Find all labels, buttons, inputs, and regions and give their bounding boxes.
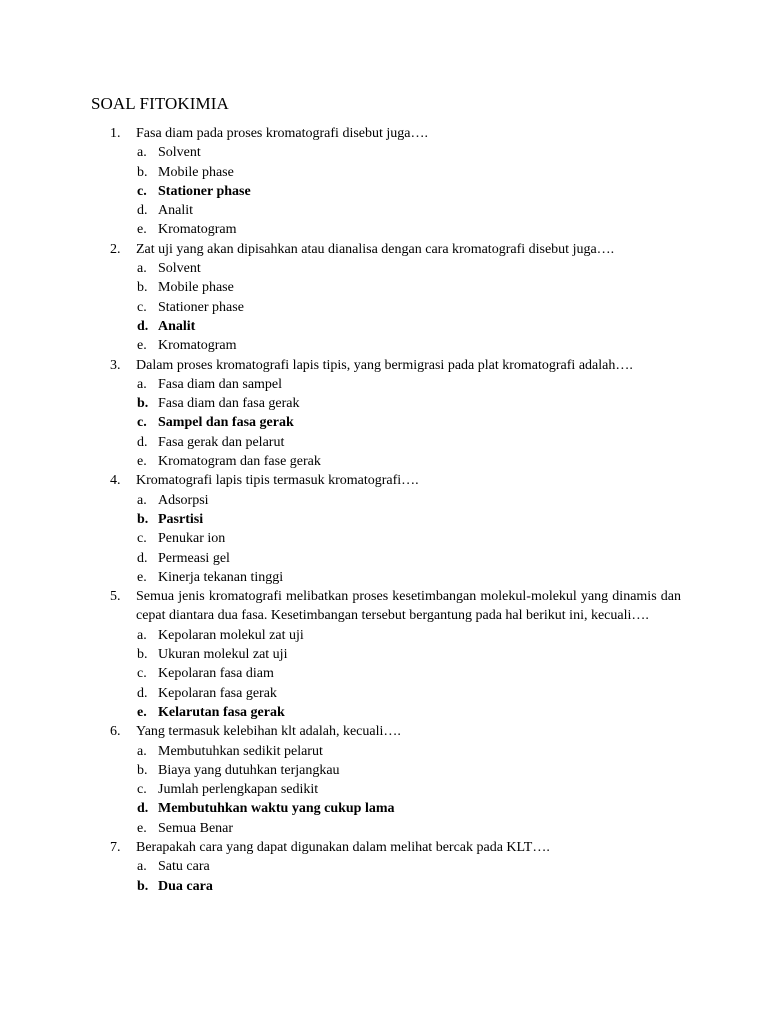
answer-option	[0, 857, 768, 876]
option-letter: e.	[137, 704, 147, 720]
option-text: Pasrtisi	[158, 511, 204, 527]
question-text: Fasa diam pada proses kromatografi disebut juga….	[136, 126, 428, 141]
option-letter: a.	[137, 376, 147, 392]
option-letter: c.	[137, 299, 147, 315]
option-letter: d.	[137, 203, 148, 219]
option-letter: c.	[137, 183, 147, 199]
option-list	[0, 857, 768, 896]
option-letter: c.	[137, 666, 147, 682]
option-text: Mobile phase	[158, 164, 234, 180]
answer-option	[0, 529, 768, 548]
question-item	[0, 356, 768, 472]
option-text: Solvent	[158, 261, 201, 277]
page-title: SOAL FITOKIMIA	[91, 94, 229, 113]
option-letter: d.	[137, 685, 148, 701]
question-number: 6.	[110, 724, 121, 740]
answer-option	[0, 761, 768, 780]
option-text: Mobile phase	[158, 280, 234, 296]
option-letter: b.	[137, 396, 149, 412]
option-text: Fasa diam dan fasa gerak	[158, 396, 300, 412]
question-item	[0, 587, 768, 722]
option-letter: e.	[137, 454, 147, 470]
answer-option-correct	[0, 510, 768, 529]
question-item	[0, 838, 768, 896]
option-text: Membutuhkan waktu yang cukup lama	[158, 801, 395, 817]
answer-option-correct	[0, 799, 768, 818]
option-letter: c.	[137, 415, 147, 431]
question-text: Kromatografi lapis tipis termasuk kromatografi….	[136, 473, 419, 489]
option-list	[0, 491, 768, 587]
answer-option	[0, 143, 768, 162]
option-text: Semua Benar	[158, 820, 234, 836]
option-letter: a.	[137, 859, 147, 875]
question-text: Berapakah cara yang dapat digunakan dalam melihat bercak pada KLT….	[136, 839, 550, 855]
answer-option	[0, 491, 768, 510]
option-letter: c.	[137, 782, 147, 798]
option-letter: b.	[137, 647, 148, 663]
option-text: Fasa diam dan sampel	[158, 376, 283, 392]
question-item	[0, 722, 768, 838]
option-letter: a.	[137, 492, 147, 508]
option-text: Kromatogram dan fase gerak	[158, 454, 321, 470]
question-item	[0, 124, 768, 240]
answer-option-correct	[0, 413, 768, 432]
option-text: Permeasi gel	[158, 550, 230, 566]
option-text: Membutuhkan sedikit pelarut	[158, 743, 323, 759]
answer-option	[0, 259, 768, 278]
answer-option	[0, 742, 768, 761]
option-text: Dua cara	[158, 878, 213, 894]
question-text: Zat uji yang akan dipisahkan atau dianalisa dengan cara kromatografi disebut juga….	[136, 241, 615, 257]
option-text: Sampel dan fasa gerak	[158, 415, 294, 431]
answer-option-correct	[0, 703, 768, 722]
option-text: Jumlah perlengkapan sedikit	[158, 782, 319, 798]
question-number: 3.	[110, 357, 121, 373]
answer-option	[0, 375, 768, 394]
option-text: Satu cara	[158, 859, 210, 875]
option-letter: b.	[137, 280, 148, 296]
option-letter: a.	[137, 627, 147, 643]
option-letter: d.	[137, 801, 149, 817]
option-letter: d.	[137, 434, 148, 450]
option-letter: a.	[137, 261, 147, 277]
question-text: Yang termasuk kelebihan klt adalah, kecuali….	[136, 724, 401, 740]
option-letter: e.	[137, 569, 147, 585]
answer-option	[0, 163, 768, 182]
answer-option	[0, 626, 768, 645]
option-letter: d.	[137, 318, 149, 334]
answer-option	[0, 452, 768, 471]
option-text: Stationer phase	[158, 299, 244, 315]
option-text: Solvent	[158, 145, 201, 161]
question-number: 7.	[110, 839, 121, 855]
answer-option	[0, 394, 768, 413]
option-text: Penukar ion	[158, 531, 226, 547]
option-letter: b.	[137, 878, 149, 894]
option-text: Stationer phase	[158, 183, 251, 199]
question-number: 2.	[110, 241, 121, 257]
answer-option	[0, 549, 768, 568]
answer-option	[0, 819, 768, 838]
option-letter: d.	[137, 550, 148, 566]
option-text: Biaya yang dutuhkan terjangkau	[158, 762, 340, 778]
question-item	[0, 471, 768, 587]
answer-option	[0, 568, 768, 587]
answer-option	[0, 336, 768, 355]
answer-option-correct	[0, 877, 768, 896]
option-text: Ukuran molekul zat uji	[158, 647, 288, 663]
option-text: Kepolaran fasa diam	[158, 666, 274, 682]
answer-option	[0, 684, 768, 703]
answer-option-correct	[0, 317, 768, 336]
question-number: 1.	[110, 126, 121, 141]
answer-option	[0, 664, 768, 683]
answer-option	[0, 433, 768, 452]
option-text: Analit	[158, 318, 196, 334]
option-letter: e.	[137, 338, 147, 354]
option-list	[0, 143, 768, 239]
answer-option-correct	[0, 182, 768, 201]
answer-option	[0, 220, 768, 239]
answer-option	[0, 645, 768, 664]
question-list	[0, 124, 768, 896]
question-item	[0, 240, 768, 356]
question-text: Semua jenis kromatografi melibatkan proses kesetimbangan molekul-molekul yang dinamis dan cepat diantara dua fasa. Kesetimbangan tersebut bergantung pada hal berikut ini, kecuali….	[136, 589, 681, 624]
option-letter: a.	[137, 145, 147, 161]
option-text: Kromatogram	[158, 222, 237, 238]
option-letter: c.	[137, 531, 147, 547]
answer-option	[0, 201, 768, 220]
option-text: Fasa gerak dan pelarut	[158, 434, 285, 450]
option-text: Analit	[158, 203, 193, 219]
option-list	[0, 742, 768, 838]
answer-option	[0, 298, 768, 317]
option-letter: a.	[137, 743, 147, 759]
option-list	[0, 259, 768, 355]
option-text: Kelarutan fasa gerak	[158, 704, 285, 720]
option-letter: e.	[137, 820, 147, 836]
question-text: Dalam proses kromatografi lapis tipis, yang bermigrasi pada plat kromatografi adalah….	[136, 357, 633, 373]
option-letter: e.	[137, 222, 147, 238]
option-text: Kepolaran fasa gerak	[158, 685, 277, 701]
question-number: 4.	[110, 473, 121, 489]
answer-option	[0, 278, 768, 297]
option-letter: b.	[137, 164, 148, 180]
option-text: Kepolaran molekul zat uji	[158, 627, 304, 643]
option-list	[0, 626, 768, 722]
option-text: Adsorpsi	[158, 492, 209, 508]
option-text: Kinerja tekanan tinggi	[158, 569, 284, 585]
option-letter: b.	[137, 762, 148, 778]
option-text: Kromatogram	[158, 338, 237, 354]
answer-option	[0, 780, 768, 799]
option-list	[0, 375, 768, 471]
question-number: 5.	[110, 589, 121, 605]
option-letter: b.	[137, 511, 149, 527]
